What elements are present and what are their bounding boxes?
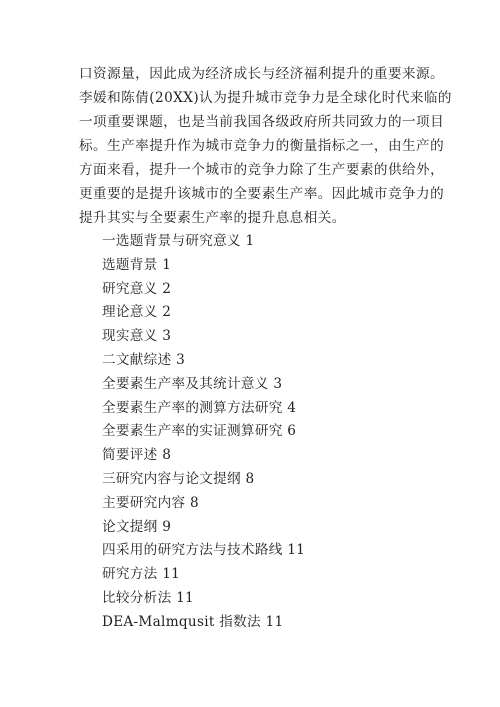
toc-entry: 四采用的研究方法与技术路线 11 xyxy=(102,542,306,559)
paragraph-line: 方面来看，提升一个城市的竞争力除了生产要素的供给外， xyxy=(79,162,445,178)
toc-entry: 研究意义 2 xyxy=(102,280,172,297)
toc-entry: 理论意义 2 xyxy=(102,304,172,321)
toc-entry: DEA-Malmqusit 指数法 11 xyxy=(102,613,284,630)
toc-entry: 二文献综述 3 xyxy=(102,351,186,368)
toc-entry: 选题背景 1 xyxy=(102,256,172,273)
toc-entry: 全要素生产率的实证测算研究 6 xyxy=(102,423,297,440)
toc-entry: 全要素生产率及其统计意义 3 xyxy=(102,375,283,392)
toc-entry: 全要素生产率的测算方法研究 4 xyxy=(102,399,297,416)
paragraph-line: 标。生产率提升作为城市竞争力的衡量指标之一，由生产的 xyxy=(79,138,445,154)
toc-entry: 论文提纲 9 xyxy=(102,518,172,535)
toc-entry: 研究方法 11 xyxy=(102,566,181,583)
body-paragraph xyxy=(79,62,452,230)
paragraph-line: 口资源量，因此成为经济成长与经济福利提升的重要来源。 xyxy=(79,66,445,82)
toc-entry: 比较分析法 11 xyxy=(102,589,194,606)
paragraph-line: 更重要的是提升该城市的全要素生产率。因此城市竞争力的 xyxy=(79,186,445,202)
paragraph-line: 提升其实与全要素生产率的提升息息相关。 xyxy=(79,210,346,226)
toc-entry: 简要评述 8 xyxy=(102,447,172,464)
paragraph-line: 李媛和陈倩(20XX)认为提升城市竞争力是全球化时代来临的 xyxy=(79,90,452,106)
toc-entry: 三研究内容与论文提纲 8 xyxy=(102,470,255,487)
toc-entry: 现实意义 3 xyxy=(102,328,172,345)
table-of-contents xyxy=(102,230,442,635)
toc-entry: 一选题背景与研究意义 1 xyxy=(102,233,255,249)
toc-entry: 主要研究内容 8 xyxy=(102,494,199,511)
paragraph-line: 一项重要课题，也是当前我国各级政府所共同致力的一项目 xyxy=(79,114,445,130)
